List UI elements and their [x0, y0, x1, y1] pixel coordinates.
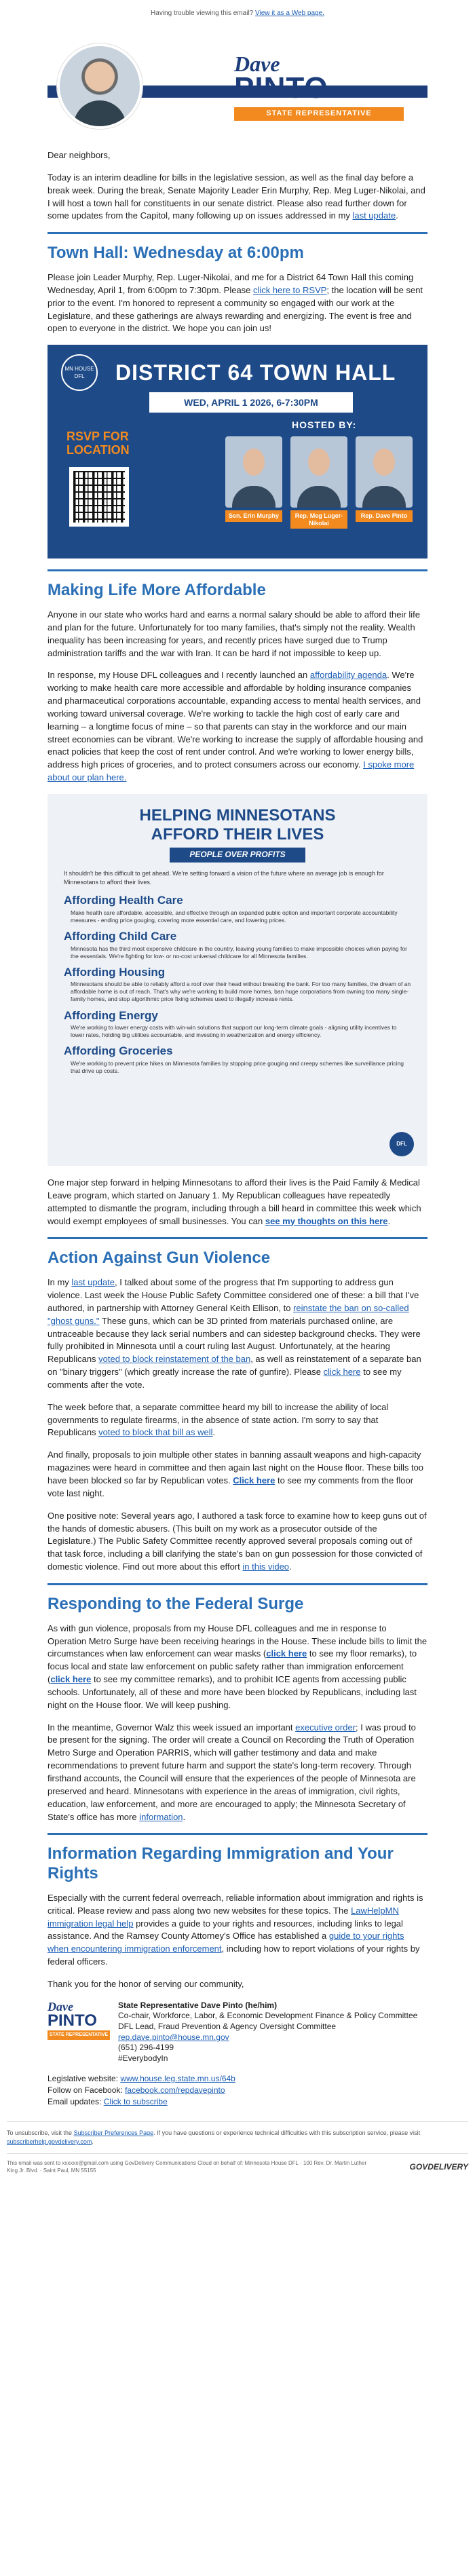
- floor-remarks-link[interactable]: click here: [266, 1648, 307, 1659]
- header-first-name: Dave: [234, 52, 280, 76]
- email-body: [0, 149, 475, 2108]
- information-link[interactable]: information: [139, 1811, 183, 1822]
- host-card: [225, 436, 282, 521]
- gun-paragraph-1: In my last update, I talked about some of the progress that I'm supporting to address gun violence. Last week the House Public Safety Committee considered one of these: a bill that I've authored, in partnership with Attorney General Keith Ellison, to reinstate the ban on so-called "ghost guns." These guns, which can be 3D printed from materials purchased online, are untraceable because they lack serial numbers and can sidestep background checks. They were fully prohibited in Minnesota until a court ruling last August. Unfortunately, at the hearing Republicans voted to block reinstatement of the ban, as well as reinstatement of a separate ban on "binary triggers" (which greatly increase the rate of gunfire). Please click here to see my comments after the vote.: [48, 1277, 421, 1390]
- subscriber-preferences-link[interactable]: Subscriber Preferences Page: [73, 2129, 154, 2136]
- house-seal-icon: MN HOUSE DFL: [61, 354, 98, 391]
- affordability-graphic-heading-line-1: HELPING MINNESOTANS: [139, 806, 336, 825]
- signature-hashtag: #EverybodyIn: [118, 2053, 168, 2063]
- section-divider: [48, 569, 428, 571]
- logo-last-name: PINTO: [48, 2011, 97, 2030]
- townhall-graphic[interactable]: [48, 345, 428, 558]
- affordability-item-title: Affording Energy: [64, 1008, 158, 1022]
- signature-phone: (651) 296-4199: [118, 2043, 174, 2053]
- signature-logo: [48, 2001, 110, 2064]
- affordability-graphic: [48, 794, 428, 1166]
- thank-you-line: Thank you for the honor of serving our community,: [48, 1979, 244, 1989]
- host-photo: [290, 436, 347, 508]
- affordability-item-title: Affording Groceries: [64, 1044, 173, 1058]
- intro-paragraph: Today is an interim deadline for bills in the legislative session, as well as the final day before a break week. During the break, Senate Majority Leader Erin Murphy, Rep. Meg Luger-Nikolai, and I will host a town hall for constituents in our senate district. Please also read further down for some updates from the Capitol, many following up on issues addressed in my last update.: [48, 172, 425, 221]
- section-divider: [48, 232, 428, 234]
- email-updates-label: Email updates:: [48, 2097, 102, 2106]
- logo-role: STATE REPRESENTATIVE: [48, 2030, 110, 2040]
- last-update-link-2[interactable]: last update: [71, 1277, 115, 1288]
- video-link[interactable]: in this video: [242, 1561, 290, 1572]
- footer-links: [48, 2073, 428, 2107]
- view-online-text: Having trouble viewing this email?: [151, 9, 254, 17]
- rsvp-line-1: RSVP FOR: [66, 430, 129, 444]
- signature-role-1: Co-chair, Workforce, Labor, & Economic Development Finance & Policy Committee: [118, 2011, 418, 2021]
- host-photo: [356, 436, 413, 508]
- rsvp-link[interactable]: click here to RSVP: [253, 284, 327, 295]
- rights-guide-link[interactable]: guide to your rights when encountering immigration enforcement: [48, 1931, 404, 1954]
- ghost-guns-link[interactable]: reinstate the ban on so-called "ghost guns.": [48, 1302, 409, 1326]
- host-card: [290, 436, 347, 529]
- section-divider: [48, 1237, 428, 1239]
- committee-remarks-link[interactable]: click here: [50, 1674, 92, 1685]
- floor-vote-link[interactable]: Click here: [233, 1475, 276, 1485]
- voted-block-bill-link[interactable]: voted to block that bill as well: [98, 1427, 213, 1438]
- govdelivery-footer: [7, 2153, 468, 2175]
- immigration-heading: Information Regarding Immigration and Your Rights: [48, 1844, 394, 1883]
- affordability-item-text: Make health care affordable, accessible, and effective through an expanded public option and important corporate accountability measures - ending price gouging, covering more essential care, and lowering prices.: [71, 909, 398, 924]
- affordability-heading: Making Life More Affordable: [48, 581, 266, 600]
- govdelivery-logo-icon: GOVDELIVERY: [409, 2161, 468, 2172]
- header-last-name: PINTO: [234, 71, 328, 105]
- affordability-graphic-heading: [64, 806, 411, 844]
- signature-email-link[interactable]: rep.dave.pinto@house.mn.gov: [118, 2032, 229, 2042]
- affordability-item-text: Minnesotans should be able to reliably afford a roof over their head without breaking the bank. For too many families, the dream of an affordable home is out of reach. That's why we're working to build more homes, ban huge corporations from owning too many single-family homes, and stop algorithmic price fixing schemes used to illegally increase rents.: [71, 981, 411, 1003]
- affordability-item-text: Minnesota has the third most expensive childcare in the country, leaving young families to make impossible choices when paying for the essentials. We're fighting for low- or no-cost universal childcare for all Minnesota families.: [71, 945, 407, 960]
- affordability-paragraph-1: Anyone in our state who works hard and earns a normal salary should be able to afford their life and plan for the future. Unfortunately for too many families, that's simply not the reality. Wealth inequality has been increasing for years, and recently prices have surged due to Trump administration tariffs and the war with Iran. It can be hard if not impossible to keep up.: [48, 609, 420, 658]
- unsubscribe-notice: To unsubscribe, visit the Subscriber Preferences Page. If you have questions or experience technical difficulties with this subscription service, please visit subscriberhelp.govdelivery.com.: [7, 2121, 468, 2153]
- last-update-link[interactable]: last update: [352, 210, 396, 221]
- affordability-item-text: We're working to lower energy costs with win-win solutions that support our long-term climate goals - aligning utility incentives to lower rates, holding big utilities accountable, and investing in weatherization and energy efficiency.: [71, 1024, 397, 1039]
- plan-video-link[interactable]: I spoke more about our plan here.: [48, 759, 415, 783]
- federal-surge-heading: Responding to the Federal Surge: [48, 1594, 304, 1613]
- gun-paragraph-4: One positive note: Several years ago, I authored a task force to examine how to keep guns out of the hands of domestic abusers. (This built on my work as a prosecutor outside of the Legislature.) The Public Safety Committee recently approved several proposals coming out of that task force, including a bill clarifying the state's ban on gun possession for those convicted of domestic violence. Find out more about this effort in this video.: [48, 1510, 427, 1572]
- affordability-paragraph-2: In response, my House DFL colleagues and I recently launched an affordability agenda. We're working to make health care more accessible and affordable by holding insurance companies and pharmaceutical corporations accountable, expanding access to mental health services, and working toward universal coverage. We're working to tackle the high cost of early care and learning – a longtime focus of mine – so that parents can stay in the workforce and our main street economies can be vibrant. We're working to increase the supply of affordable housing and enact policies that keep the cost of rent under control. And we're working to lower energy bills, address high prices of groceries, and to protect consumers across our economy. I spoke more about our plan here.: [48, 670, 423, 783]
- subscribe-link[interactable]: Click to subscribe: [103, 2097, 168, 2106]
- affordability-graphic-intro: It shouldn't be this difficult to get ahead. We're setting forward a vision of the future where an average job is enough for Minnesotans to afford their lives.: [64, 870, 384, 886]
- hosted-by-label: HOSTED BY:: [292, 419, 357, 431]
- paid-leave-thoughts-link[interactable]: see my thoughts on this here: [265, 1215, 388, 1226]
- comments-click-here-link[interactable]: click here: [323, 1367, 361, 1378]
- logo-first-name: Dave: [48, 1999, 73, 2013]
- view-online-bar: [0, 0, 475, 27]
- townhall-heading: Town Hall: Wednesday at 6:00pm: [48, 244, 304, 263]
- host-card: [356, 436, 413, 521]
- rsvp-for-location: [66, 430, 130, 457]
- affordability-item-title: Affording Health Care: [64, 894, 183, 907]
- executive-order-link[interactable]: executive order: [295, 1722, 356, 1732]
- representative-photo: [57, 43, 142, 129]
- paid-leave-paragraph: One major step forward in helping Minnesotans to afford their lives is the Paid Family & Medical Leave program, which started on January 1. My Republican colleagues have repeatedly attempted to dismantle the program, including through a bill heard in committee this week which would exempt employees of small businesses. You can see my thoughts on this here.: [48, 1177, 421, 1226]
- rsvp-line-2: LOCATION: [66, 443, 130, 457]
- gun-paragraph-3: And finally, proposals to join multiple other states in banning assault weapons and high-capacity magazines were heard in committee and then again last night on the House floor. These bills too have been blocked so far by Republican votes. Click here to see my comments from the floor vote last night.: [48, 1450, 424, 1498]
- surge-paragraph-1: As with gun violence, proposals from my House DFL colleagues and me in response to Operation Metro Surge have been receiving hearings in the House. These include bills to limit the circumstances when law enforcement can wear masks (click here to see my floor remarks), to focus local and state law enforcement on public safety rather than immigration enforcement (click here to see my committee remarks), and to prohibit ICE agents from accessing public schools. Unfortunately, all of these and more have been blocked by Republicans, including last night on the House floor. We will keep pushing.: [48, 1623, 428, 1710]
- website-link[interactable]: www.house.leg.state.mn.us/64b: [120, 2074, 235, 2084]
- subscriber-help-link[interactable]: subscriberhelp.govdelivery.com: [7, 2138, 92, 2145]
- surge-paragraph-2: In the meantime, Governor Walz this week issued an important executive order; I was proud to be present for the signing. The order will create a Council on Recording the Truth of Operation Metro Surge and Operation PARRIS, which will gather testimony and data and make recommendations to prevent future harm and support the state's long-term recovery. Through firsthand accounts, the Council will ensure that the experiences of the people of Minnesota are preserved and heard. Minnesotans with experience in the areas of immigration, civil rights, education, law enforcement, and more are encouraged to apply; the Minnesota Secretary of State's office has more information.: [48, 1722, 416, 1822]
- website-label: Legislative website:: [48, 2074, 119, 2084]
- facebook-link[interactable]: facebook.com/repdavepinto: [125, 2085, 225, 2096]
- sent-to-notice: This email was sent to xxxxxx@gmail.com using GovDelivery Communications Cloud on behalf of: Minnesota House DFL · 100 Rev. Dr. Martin Luther King Jr. Blvd. · Saint Paul, MN 55155: [7, 2159, 367, 2174]
- townhall-graphic-title: DISTRICT 64 TOWN HALL: [115, 360, 396, 385]
- voted-block-ban-link[interactable]: voted to block reinstatement of the ban: [98, 1354, 251, 1365]
- newsletter-header: [0, 27, 475, 149]
- affordability-item-title: Affording Child Care: [64, 930, 177, 943]
- immigration-paragraph-1: Especially with the current federal overreach, reliable information about immigration and rights is critical. Please review and pass along two new websites for these topics. The LawHelpMN immigration legal help provides a guide to your rights and resources, including links to legal assistance. And the Ramsey County Attorney's Office has established a guide to your rights when encountering immigration enforcement, including how to report violations of your rights by federal officers.: [48, 1892, 423, 1967]
- section-divider: [48, 1833, 428, 1835]
- townhall-paragraph: Please join Leader Murphy, Rep. Luger-Nikolai, and me for a District 64 Town Hall this coming Wednesday, April 1, from 6:00pm to 7:30pm. Please click here to RSVP; the location will be sent prior to the event. I'm honored to represent a community so engaged with our work at the Legislature, and these gatherings are always rewarding and energizing. The event is free and open to everyone in the district. We hope you can join us!: [48, 272, 423, 334]
- affordability-item-title: Affording Housing: [64, 965, 166, 979]
- signature-name: State Representative Dave Pinto (he/him): [118, 2000, 278, 2010]
- greeting: Dear neighbors,: [48, 150, 111, 160]
- view-online-notice: [151, 9, 324, 19]
- host-label: Rep. Meg Luger-Nikolai: [290, 510, 347, 529]
- affordability-item-text: We're working to prevent price hikes on Minnesota families by stopping price gouging and creepy schemes like surveillance pricing that drive up costs.: [71, 1059, 404, 1074]
- view-web-page-link[interactable]: View it as a Web page.: [255, 9, 324, 17]
- signature-block: [48, 2001, 428, 2064]
- gun-violence-heading: Action Against Gun Violence: [48, 1249, 271, 1268]
- system-footer: [0, 2121, 475, 2175]
- header-role-badge: STATE REPRESENTATIVE: [234, 107, 404, 121]
- facebook-label: Follow on Facebook:: [48, 2085, 123, 2096]
- affordability-graphic-heading-line-2: AFFORD THEIR LIVES: [151, 825, 324, 844]
- lawhelpmn-link[interactable]: LawHelpMN immigration legal help: [48, 1905, 399, 1929]
- dfl-logo-icon: DFL: [390, 1132, 414, 1156]
- qr-code-icon: [69, 467, 129, 527]
- host-label: Sen. Erin Murphy: [225, 510, 282, 521]
- signature-lines: [118, 2001, 417, 2064]
- affordability-agenda-link[interactable]: affordability agenda: [309, 670, 387, 681]
- host-label: Rep. Dave Pinto: [356, 510, 413, 521]
- gun-paragraph-2: The week before that, a separate committee heard my bill to increase the ability of local governments to regulate firearms, in the absence of state action. I'm sorry to say that Republicans voted to block that bill as well.: [48, 1401, 389, 1438]
- signature-role-2: DFL Lead, Fraud Prevention & Agency Oversight Committee: [118, 2022, 337, 2032]
- host-photo: [225, 436, 282, 508]
- people-over-profits-ribbon: PEOPLE OVER PROFITS: [170, 848, 305, 863]
- section-divider: [48, 1583, 428, 1585]
- townhall-graphic-date: WED, APRIL 1 2026, 6-7:30PM: [149, 392, 353, 413]
